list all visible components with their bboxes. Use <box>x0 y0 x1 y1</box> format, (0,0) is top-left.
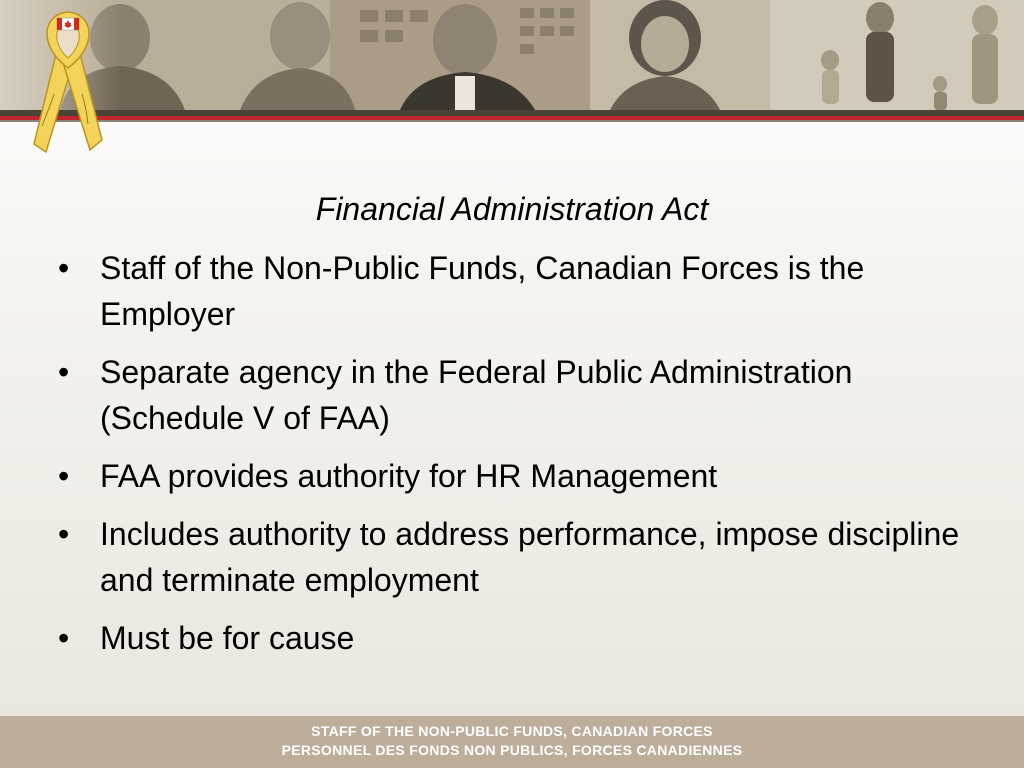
bullet-icon: • <box>58 620 70 656</box>
bullet-text: Staff of the Non-Public Funds, Canadian Forces is the Employer <box>100 250 865 332</box>
bullet-text: Separate agency in the Federal Public Administration (Schedule V of FAA) <box>100 354 853 436</box>
bullet-icon: • <box>58 516 70 552</box>
bullet-item <box>58 511 978 603</box>
photo-collage-image <box>0 0 1024 110</box>
yellow-ribbon-logo <box>28 6 108 156</box>
bullet-text: Must be for cause <box>100 620 355 656</box>
header-stripe-grey <box>0 120 1024 122</box>
footer-text-english: STAFF OF THE NON-PUBLIC FUNDS, CANADIAN FORCES <box>311 723 713 739</box>
header-banner <box>0 0 1024 110</box>
bullet-text: Includes authority to address performance, impose discipline and terminate employment <box>100 516 960 598</box>
bullet-item <box>58 349 978 441</box>
bullet-icon: • <box>58 458 70 494</box>
footer-text-french: PERSONNEL DES FONDS NON PUBLICS, FORCES CANADIENNES <box>281 742 743 758</box>
bullet-item <box>58 615 978 661</box>
bullet-item <box>58 245 978 337</box>
bullet-list <box>0 245 978 661</box>
ribbon-icon <box>28 6 108 156</box>
footer-bar <box>0 716 1024 768</box>
slide-content <box>0 185 1024 673</box>
bullet-item <box>58 453 978 499</box>
bullet-icon: • <box>58 250 70 286</box>
bullet-icon: • <box>58 354 70 390</box>
bullet-text: FAA provides authority for HR Management <box>100 458 718 494</box>
slide-title: Financial Administration Act <box>315 191 709 227</box>
